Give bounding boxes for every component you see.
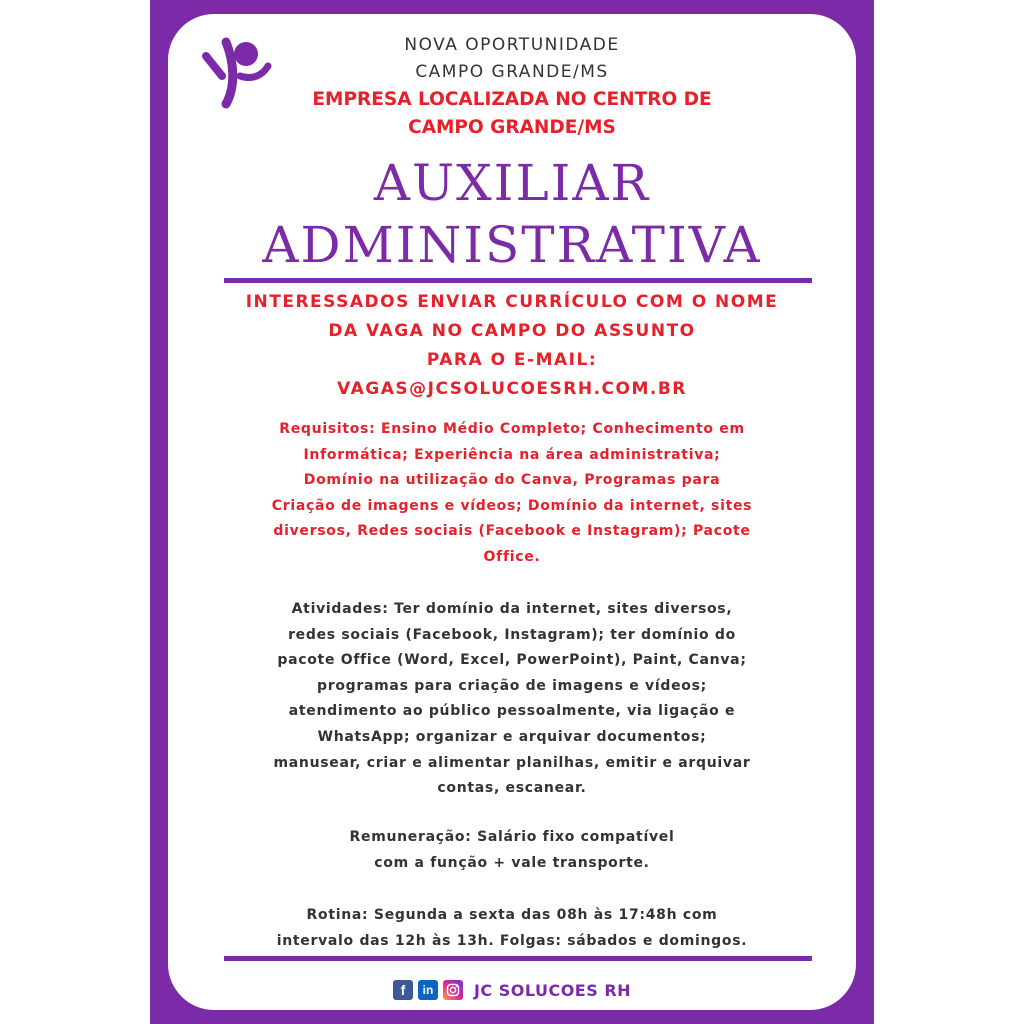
requirements-paragraph xyxy=(228,417,796,571)
job-post-card xyxy=(168,14,856,1010)
job-title-line-1: AUXILIAR xyxy=(373,154,651,212)
header-line-2: CAMPO GRANDE/MS xyxy=(415,62,609,82)
facebook-icon[interactable]: f xyxy=(393,980,413,1000)
linkedin-icon[interactable]: in xyxy=(418,980,438,1000)
apply-line-3: PARA O E-MAIL: xyxy=(426,350,598,370)
job-title xyxy=(168,152,856,276)
requirements-line: Criação de imagens e vídeos; Domínio da internet, sites xyxy=(271,497,753,514)
activities-line: manusear, criar e alimentar planilhas, emitir e arquivar xyxy=(273,754,751,771)
company-line-1: EMPRESA LOCALIZADA NO CENTRO DE xyxy=(312,89,712,110)
apply-line-1: INTERESSADOS ENVIAR CURRÍCULO COM O NOME xyxy=(245,292,779,312)
activities-line: redes sociais (Facebook, Instagram); ter domínio do xyxy=(288,626,736,643)
remuneration-line: Remuneração: Salário fixo compatível xyxy=(349,829,675,845)
activities-line: WhatsApp; organizar e arquivar documentos; xyxy=(317,728,707,745)
brand-name: JC SOLUCOES RH xyxy=(473,980,632,1000)
requirements-line: diversos, Redes sociais (Facebook e Instagram); Pacote xyxy=(273,523,751,540)
activities-line: atendimento ao público pessoalmente, via ligação e xyxy=(288,703,736,720)
routine-line: Rotina: Segunda a sexta das 08h às 17:48h com xyxy=(306,907,718,923)
apply-instructions xyxy=(168,288,856,404)
bottom-divider xyxy=(224,956,812,961)
header-line-1: NOVA OPORTUNIDADE xyxy=(404,35,620,55)
instagram-icon[interactable] xyxy=(443,980,463,1000)
remuneration-line: com a função + vale transporte. xyxy=(374,854,650,871)
footer xyxy=(168,980,856,1000)
activities-line: Atividades: Ter domínio da internet, sites diversos, xyxy=(291,601,733,617)
routine-line: intervalo das 12h às 13h. Folgas: sábados e domingos. xyxy=(276,932,748,949)
activities-line: contas, escanear. xyxy=(437,780,587,797)
requirements-line: Domínio na utilização do Canva, Programas para xyxy=(303,472,721,489)
job-title-line-2: ADMINISTRATIVA xyxy=(262,216,762,274)
requirements-line: Office. xyxy=(483,548,541,565)
company-line-2: CAMPO GRANDE/MS xyxy=(408,117,616,138)
remuneration-paragraph xyxy=(220,825,804,876)
activities-line: programas para criação de imagens e vídeos; xyxy=(317,677,707,694)
company-location xyxy=(168,86,856,142)
apply-email: VAGAS@JCSOLUCOESRH.COM.BR xyxy=(337,379,687,399)
routine-paragraph xyxy=(220,903,804,954)
requirements-line: Informática; Experiência na área administrativa; xyxy=(303,446,721,463)
requirements-line: Requisitos: Ensino Médio Completo; Conhecimento em xyxy=(279,421,745,437)
activities-line: pacote Office (Word, Excel, PowerPoint), Paint, Canva; xyxy=(277,652,747,669)
top-divider xyxy=(224,278,812,283)
apply-line-2: DA VAGA NO CAMPO DO ASSUNTO xyxy=(328,321,696,341)
activities-paragraph xyxy=(220,597,804,802)
header xyxy=(168,32,856,86)
